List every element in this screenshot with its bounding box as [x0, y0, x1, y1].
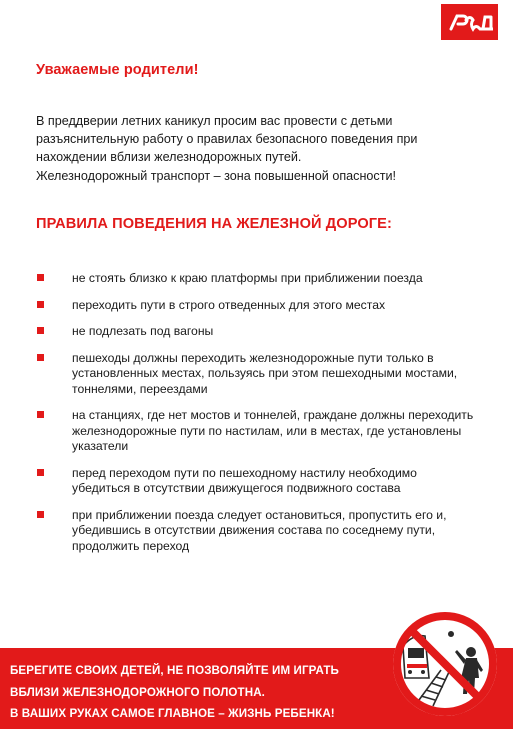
list-item: [36, 408, 476, 455]
danger-note: Железнодорожный транспорт – зона повышенной опасности!: [36, 169, 397, 183]
rules-list: [36, 271, 476, 565]
rule-text: на станциях, где нет мостов и тоннелей, граждане должны переходить железнодорожные пути по настилам, или в местах, где установлены указатели: [72, 408, 474, 453]
bullet-square-icon: [37, 469, 44, 476]
rules-title: ПРАВИЛА ПОВЕДЕНИЯ НА ЖЕЛЕЗНОЙ ДОРОГЕ:: [36, 216, 392, 232]
list-item: [36, 508, 476, 555]
rule-text: не стоять близко к краю платформы при приближении поезда: [72, 271, 423, 285]
list-item: [36, 466, 476, 497]
rule-text: переходить пути в строго отведенных для этого местах: [72, 297, 386, 312]
bullet-square-icon: [37, 411, 44, 418]
intro-paragraph: В преддверии летних каникул просим вас провести с детьми разъяснительную работу о правилах безопасного поведения при нахождении вблизи железнодорожных путей.: [36, 114, 418, 164]
prohibition-sign-icon: [389, 608, 501, 720]
banner-text: [10, 660, 410, 725]
bullet-square-icon: [37, 511, 44, 518]
list-item: [36, 351, 476, 398]
rule-text: пешеходы должны переходить железнодорожные пути только в установленных местах, пользуясь при этом пешеходными мостами, тоннелями, переездами: [72, 350, 458, 396]
list-item: [36, 271, 476, 287]
rzd-logo-icon: [441, 4, 498, 40]
rule-text: перед переходом пути по пешеходному настилу необходимо убедиться в отсутствии движущегося подвижного состава: [72, 465, 417, 495]
list-item: [36, 298, 476, 314]
list-item: [36, 324, 476, 340]
rule-text: при приближении поезда следует остановиться, пропустить его и, убедившись в отсутствии движения состава по соседнему пути, продолжить переход: [72, 507, 447, 553]
banner-line-2: ВБЛИЗИ ЖЕЛЕЗНОДОРОЖНОГО ПОЛОТНА.: [10, 685, 265, 699]
bullet-square-icon: [37, 301, 44, 308]
bullet-square-icon: [37, 274, 44, 281]
bullet-square-icon: [37, 354, 44, 361]
rule-text: не подлезать под вагоны: [72, 324, 214, 338]
greeting-heading: Уважаемые родители!: [36, 62, 199, 78]
bullet-square-icon: [37, 327, 44, 334]
banner-line-3: В ВАШИХ РУКАХ САМОЕ ГЛАВНОЕ – ЖИЗНЬ РЕБЕНКА!: [10, 707, 335, 720]
banner-line-1: БЕРЕГИТЕ СВОИХ ДЕТЕЙ, НЕ ПОЗВОЛЯЙТЕ ИМ ИГРАТЬ: [10, 664, 339, 677]
